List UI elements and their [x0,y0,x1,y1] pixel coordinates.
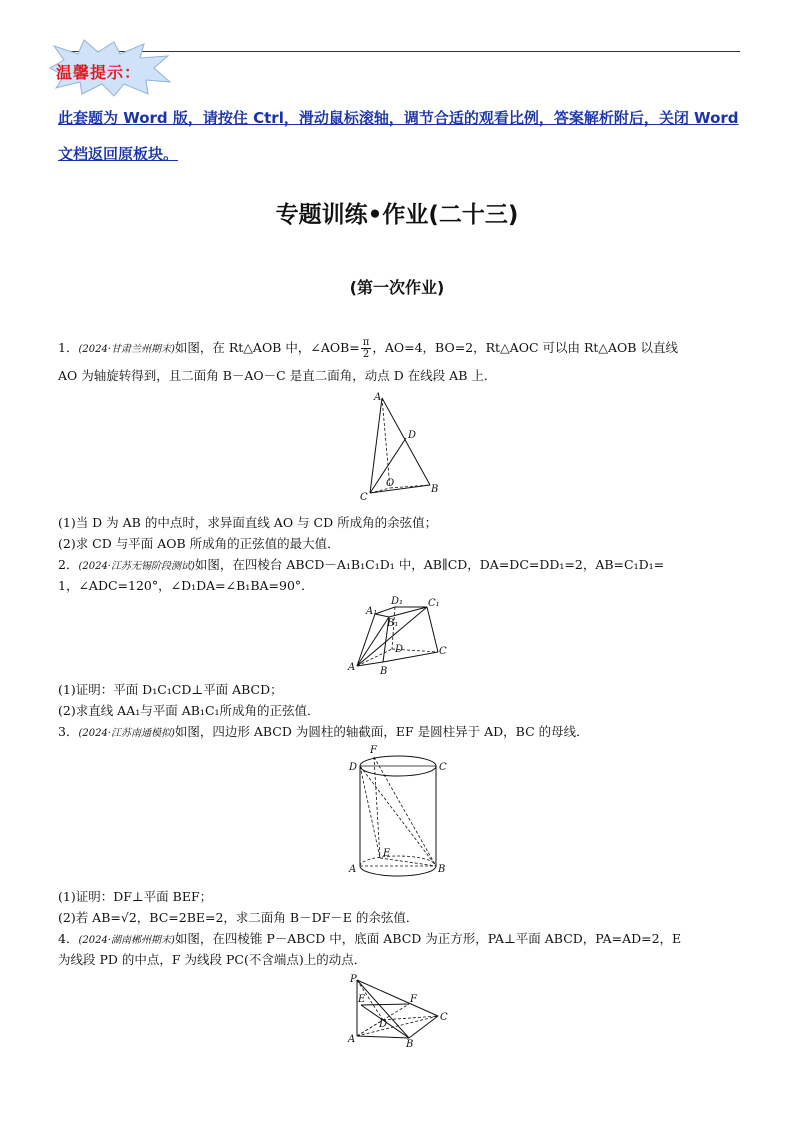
problem-4-line-2: 为线段 PD 的中点，F 为线段 PC(不含端点)上的动点． [58,952,367,967]
label-D: D [379,1019,388,1030]
label-A1: A₁ [366,606,378,617]
problem-source: (2024·甘肃兰州期末) [78,344,175,355]
label-C: C [439,762,447,773]
problem-1-q1: (1)当 D 为 AB 的中点时，求异面直线 AO 与 CD 所成角的余弦值； [58,515,438,530]
figure-2 [345,594,450,676]
label-B1: B₁ [387,618,399,629]
fraction-numerator: π [362,337,370,348]
label-B: B [380,666,388,676]
problem-source: (2024·湖南郴州期末) [78,935,175,946]
label-C1: C₁ [428,598,440,609]
problem-number: 1． [58,340,79,355]
problem-1-line-2: AO 为轴旋转得到，且二面角 B－AO－C 是直二面角，动点 D 在线段 AB 上． [58,368,497,383]
tip-text [58,100,740,172]
problem-1-q2: (2)求 CD 与平面 AOB 所成角的正弦值的最大值． [58,536,340,551]
problem-2-q1: (1)证明：平面 D₁C₁CD⊥平面 ABCD； [58,682,283,697]
label-B: B [406,1039,414,1048]
label-D1: D₁ [391,596,404,607]
label-E: E [383,848,391,859]
label-D: D [395,644,404,655]
problem-2-line-2: 1，∠ADC=120°，∠D₁DA=∠B₁BA=90°． [58,578,314,593]
problem-number: 4． [58,931,79,946]
problem-number: 2． [58,557,79,572]
label-C: C [440,1012,448,1023]
label-A: A [349,864,357,875]
label-D: D [408,430,417,441]
problem-source: (2024·江苏南通模拟) [78,728,175,739]
page-title: 专题训练•作业(二十三) [275,202,519,228]
tip-text-content: 此套题为 Word 版，请按住 Ctrl，滑动鼠标滚轴，调节合适的观看比例，答案解析附后，关闭 Word 文档返回原板块。 [58,109,739,163]
label-A: A [374,392,382,403]
fraction [361,337,372,360]
label-A: A [348,662,356,673]
tip-label: 温馨提示： [56,63,142,82]
problem-number: 3． [58,724,79,739]
label-B: B [431,484,439,495]
problem-stem: 如图，在四棱台 ABCD－A₁B₁C₁D₁ 中，AB∥CD，DA=DC=DD₁=2，AB=C₁D₁= [194,557,665,572]
problem-source: (2024·江苏无锡阶段测试) [78,561,195,572]
figure-4 [343,972,453,1048]
label-E: E [358,994,366,1005]
problem-stem: 如图，四边形 ABCD 为圆柱的轴截面，EF 是圆柱异于 AD，BC 的母线． [174,724,589,739]
label-F: F [410,994,417,1005]
problem-stem: 如图，在四棱锥 P－ABCD 中，底面 ABCD 为正方形，PA⊥平面 ABCD，PA=AD=2，E [174,931,682,946]
label-P: P [350,974,357,985]
problem-3-q2: (2)若 AB=√2，BC=2BE=2，求二面角 B－DF－E 的余弦值． [58,910,419,925]
figure-3 [343,742,453,884]
fraction-denominator: 2 [362,349,370,360]
label-F: F [370,745,377,756]
problem-2-q2: (2)求直线 AA₁与平面 AB₁C₁所成角的正弦值． [58,703,320,718]
problem-stem: 如图，在 Rt△AOB 中，∠AOB= [174,340,360,355]
page-subtitle: (第一次作业) [349,278,445,297]
figure-1 [345,388,445,504]
problem-stem-cont: ，AO=4，BO=2，Rt△AOC 可以由 Rt△AOB 以直线 [372,340,678,355]
label-C: C [360,492,368,503]
label-C: C [439,646,447,657]
label-O: O [386,478,395,489]
label-A: A [348,1034,356,1045]
label-B: B [438,864,446,875]
label-D: D [349,762,358,773]
problem-1-line-1 [58,335,748,362]
problem-3-q1: (1)证明：DF⊥平面 BEF； [58,889,213,904]
